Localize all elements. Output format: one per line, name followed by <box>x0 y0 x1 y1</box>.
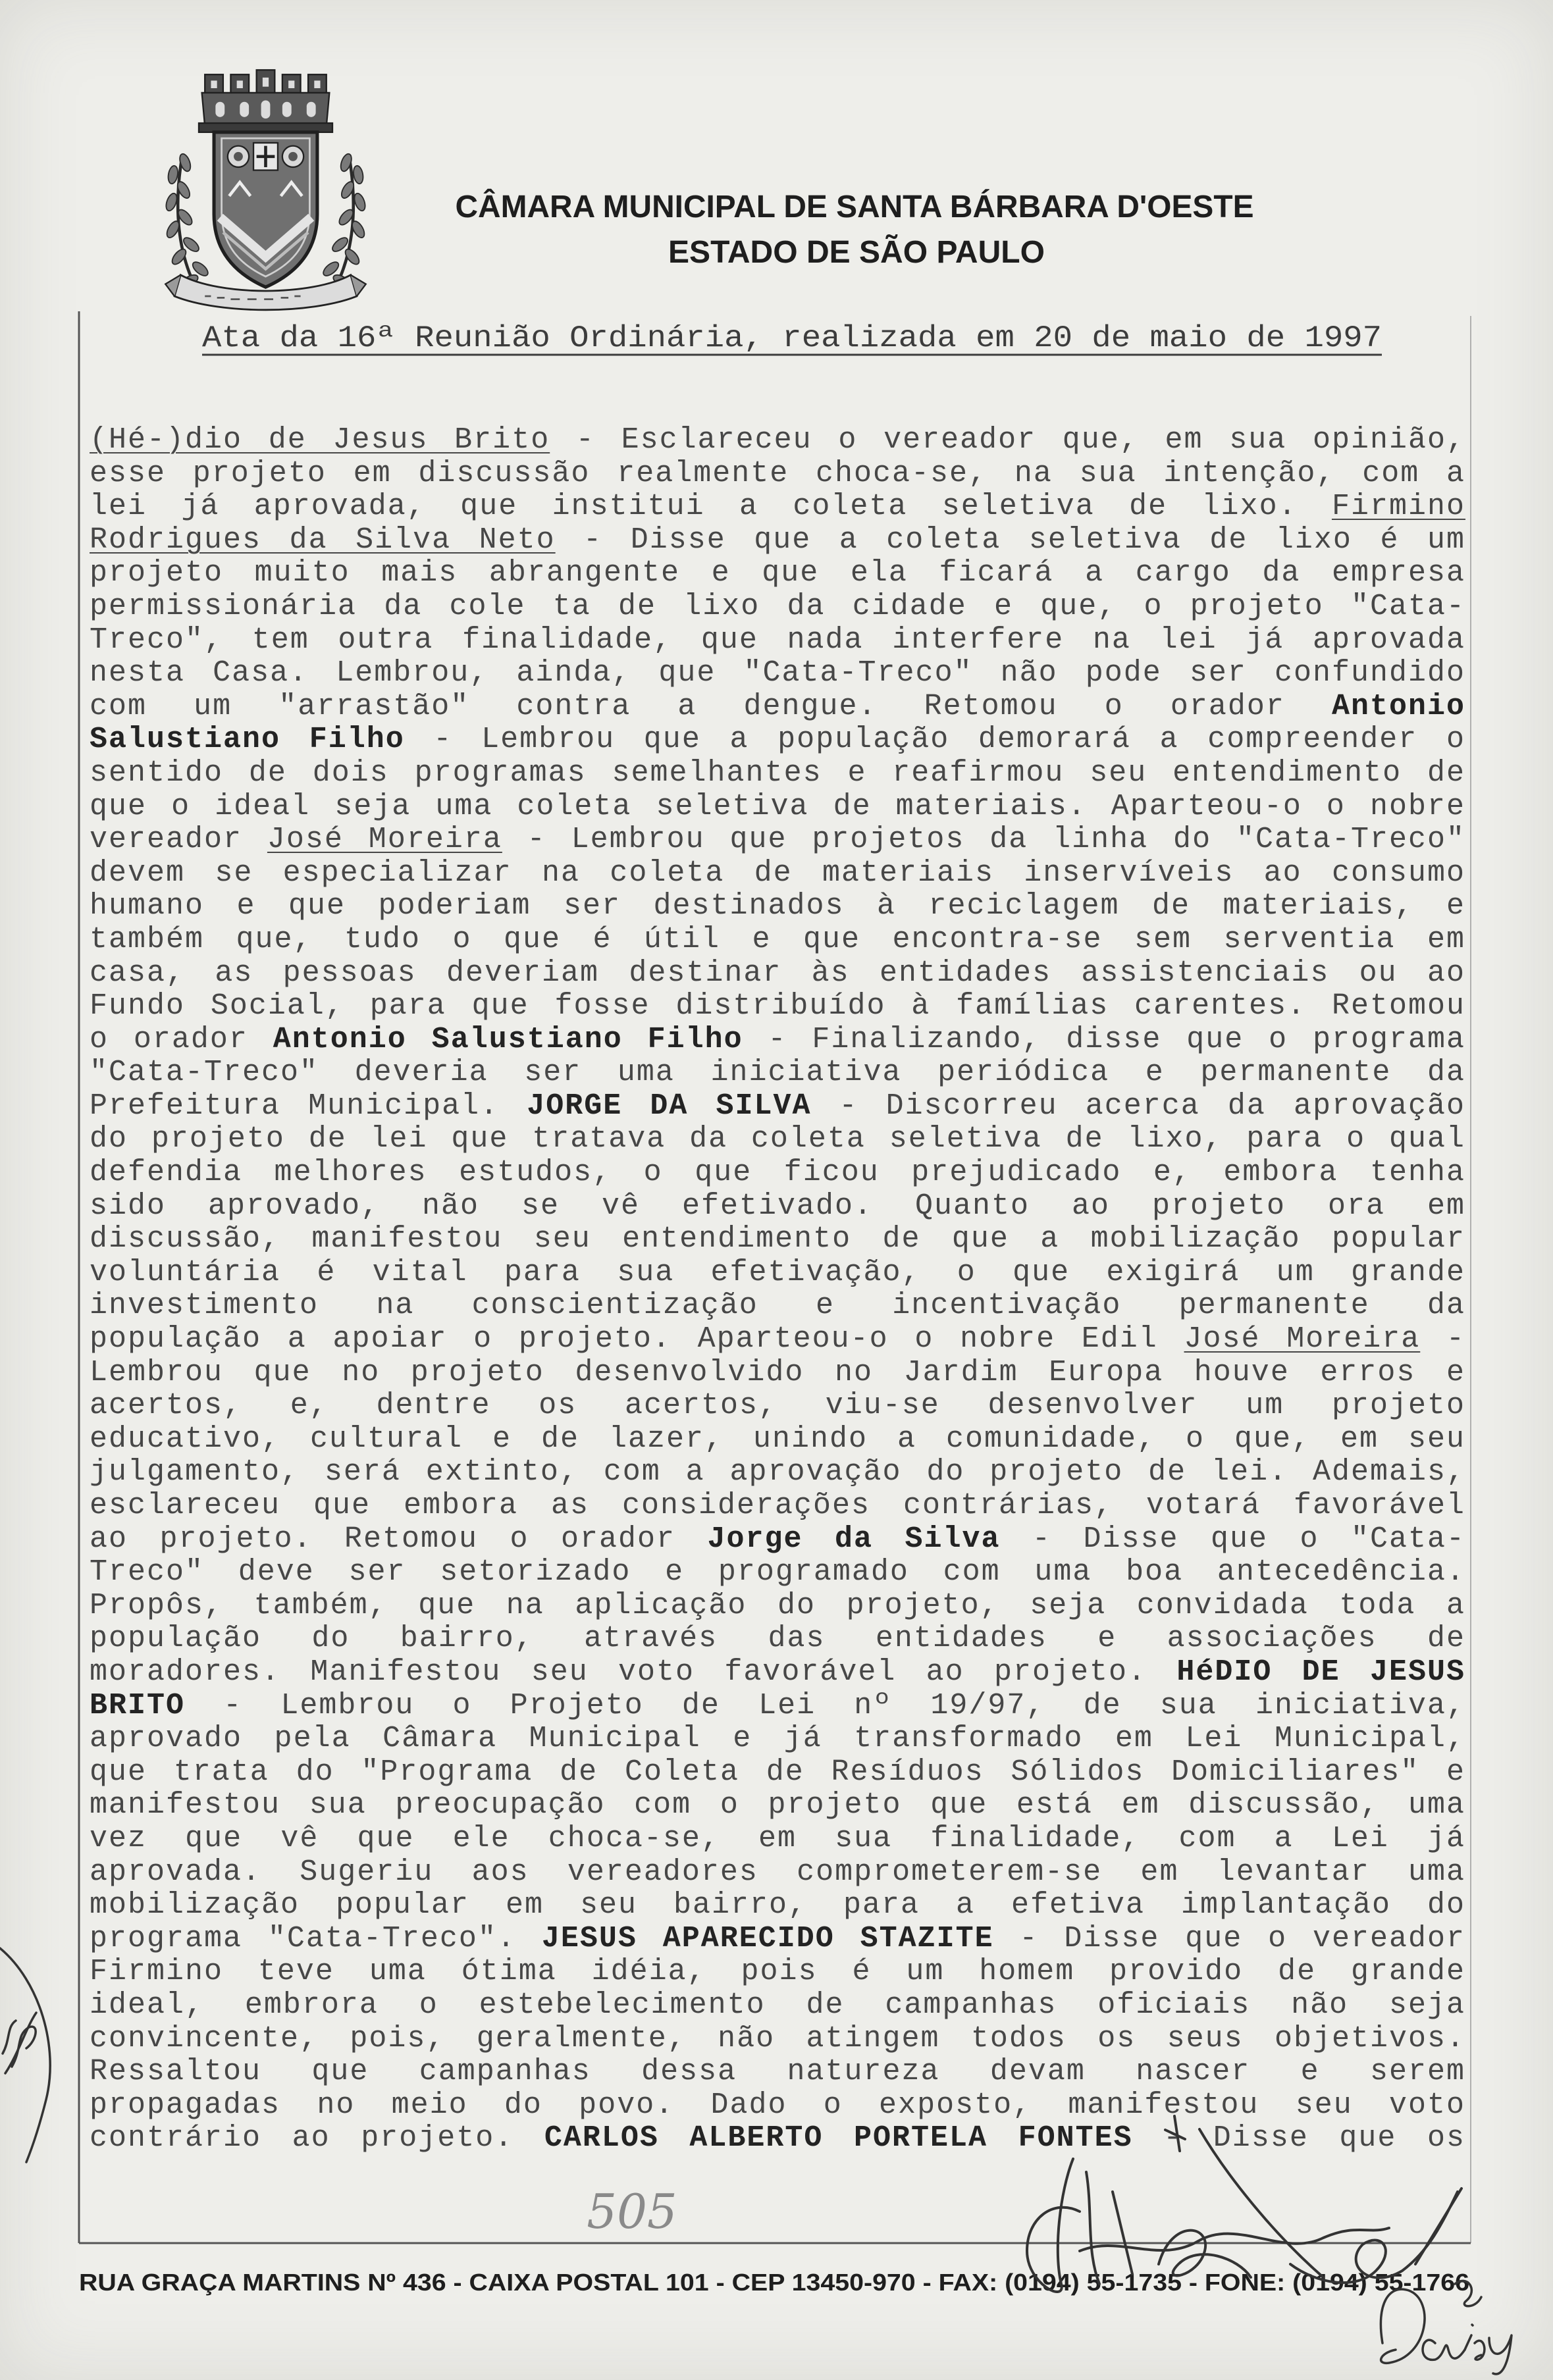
body-line <box>90 923 1465 957</box>
body-line <box>90 1989 1465 2023</box>
text-segment: ideal, embrora o estebelecimento de campanhas oficiais não seja <box>90 1988 1465 2022</box>
body-line <box>90 657 1465 690</box>
text-segment: - Lembrou que a população demorará a compreender o <box>404 723 1465 757</box>
underlined-name: José Moreira <box>1184 1323 1421 1357</box>
body-line <box>90 1889 1465 1923</box>
text-segment: - Lembrou que projetos da linha do "Cata-Treco" <box>502 823 1465 857</box>
body-line <box>90 1789 1465 1823</box>
mural-crown <box>199 70 332 132</box>
text-segment: vez que vê que ele choca-se, em sua finalidade, com a Lei já <box>90 1822 1465 1855</box>
text-segment: aprovada. Sugeriu aos vereadores comprometerem-se em levantar uma <box>90 1855 1465 1889</box>
minutes-body <box>90 424 1465 2156</box>
body-line <box>90 990 1465 1023</box>
text-segment: - Esclareceu o vereador que, em sua opinião, <box>550 424 1465 457</box>
text-segment: devem se especializar na coleta de materiais inservíveis ao consumo <box>90 856 1465 890</box>
body-line <box>90 1656 1465 1690</box>
text-segment: programa "Cata-Treco". <box>90 1922 542 1955</box>
body-line <box>90 624 1465 658</box>
body-line <box>90 1423 1465 1457</box>
text-segment: lei já aprovada, que institui a coleta seletiva de lixo. <box>90 490 1332 524</box>
underlined-name: (Hé-)dio de Jesus Brito <box>90 424 550 457</box>
text-segment: Treco" deve ser setorizado e programado com uma boa antecedência. <box>90 1556 1465 1590</box>
body-line <box>90 1690 1465 1723</box>
body-line <box>90 1090 1465 1124</box>
body-line <box>90 2089 1465 2123</box>
text-segment: julgamento, será extinto, com a aprovação do projeto de lei. Ademais, <box>90 1456 1465 1489</box>
text-segment: contrário ao projeto. <box>90 2122 544 2156</box>
shield <box>214 132 317 287</box>
text-segment: população do bairro, através das entidades e associações de <box>90 1622 1465 1656</box>
underlined-name: Rodrigues da Silva Neto <box>90 523 556 557</box>
text-segment: mobilização popular em seu bairro, para a efetiva implantação do <box>90 1889 1465 1923</box>
body-line <box>90 757 1465 790</box>
body-line <box>90 524 1465 557</box>
body-line <box>90 590 1465 624</box>
text-segment: - Discorreu acerca da aprovação <box>811 1089 1465 1123</box>
speaker-name: HéDIO DE JESUS <box>1176 1655 1465 1689</box>
text-segment: ao projeto. Retomou o orador <box>90 1522 708 1556</box>
text-segment: - Disse que o "Cata- <box>1000 1522 1465 1556</box>
text-segment: convincente, pois, geralmente, não atingem todos os seus objetivos. <box>90 2022 1465 2056</box>
body-line <box>90 1156 1465 1190</box>
text-segment: sido aprovado, não se vê efetivado. Quanto ao projeto ora em <box>90 1189 1465 1223</box>
text-segment: defendia melhores estudos, o que ficou prejudicado e, embora tenha <box>90 1156 1465 1190</box>
speaker-name: Jorge da Silva <box>707 1522 1001 1556</box>
body-line <box>90 823 1465 857</box>
body-line <box>90 457 1465 491</box>
body-line <box>90 1622 1465 1656</box>
text-segment: casa, as pessoas deveriam destinar às entidades assistenciais ou ao <box>90 956 1465 990</box>
text-segment: projeto muito mais abrangente e que ela ficará a cargo da empresa <box>90 557 1465 590</box>
text-segment: Prefeitura Municipal. <box>90 1089 527 1123</box>
text-segment: humano e que poderiam ser destinados à reciclagem de materiais, e <box>90 890 1465 923</box>
text-segment: com um "arrastão" contra a dengue. Retomou o orador <box>90 690 1332 723</box>
text-segment: educativo, cultural e de lazer, unindo a comunidade, o que, em seu <box>90 1422 1465 1456</box>
text-segment: manifestou sua preocupação com o projeto que está em discussão, uma <box>90 1789 1465 1823</box>
body-line <box>90 1489 1465 1523</box>
speaker-name: JORGE DA SILVA <box>527 1089 812 1123</box>
body-line <box>90 1256 1465 1290</box>
body-line <box>90 1523 1465 1557</box>
speaker-name: JESUS APARECIDO STAZITE <box>541 1922 994 1955</box>
text-segment: - Disse que os <box>1132 2122 1465 2156</box>
laurel-branch-right <box>321 153 367 294</box>
text-segment: permissionária da cole ta de lixo da cidade e que, o projeto "Cata- <box>90 590 1465 623</box>
laurel-branch-left <box>164 153 210 294</box>
text-segment: o orador <box>90 1023 273 1056</box>
speaker-name: Antonio Salustiano Filho <box>273 1023 743 1056</box>
speaker-name: CARLOS ALBERTO PORTELA FONTES <box>544 2122 1133 2156</box>
text-segment: nesta Casa. Lembrou, ainda, que "Cata-Treco" não pode ser confundido <box>90 657 1465 690</box>
body-line <box>90 790 1465 824</box>
speaker-name: Antonio <box>1331 690 1465 723</box>
text-segment: investimento na conscientização e incentivação permanente da <box>90 1289 1465 1323</box>
text-segment: - Disse que a coleta seletiva de lixo é um <box>555 523 1465 557</box>
page-number: 505 <box>587 2184 677 2239</box>
body-line <box>90 1223 1465 1256</box>
body-line <box>90 1289 1465 1323</box>
body-line <box>90 1123 1465 1156</box>
text-segment: - Lembrou o Projeto de Lei nº 19/97, de sua iniciativa, <box>185 1689 1465 1722</box>
text-segment: - Disse que o vereador <box>993 1922 1465 1955</box>
text-segment: sentido de dois programas semelhantes e reafirmou seu entendimento de <box>90 756 1465 790</box>
body-line <box>90 690 1465 724</box>
body-line <box>90 1056 1465 1090</box>
body-line <box>90 957 1465 991</box>
body-line <box>90 424 1465 457</box>
text-segment: Ressaltou que campanhas dessa natureza devam nascer e serem <box>90 2056 1465 2089</box>
body-line <box>90 1357 1465 1390</box>
body-line <box>90 1756 1465 1790</box>
text-segment: do projeto de lei que tratava da coleta seletiva de lixo, para o qual <box>90 1123 1465 1156</box>
body-line <box>90 1955 1465 1989</box>
body-line <box>90 1823 1465 1856</box>
speaker-name: BRITO <box>90 1689 186 1722</box>
text-segment: "Cata-Treco" deveria ser uma iniciativa periódica e permanente da <box>90 1056 1465 1090</box>
text-segment: que trata do "Programa de Coleta de Resíduos Sólidos Domiciliares" e <box>90 1755 1465 1789</box>
underlined-name: Firmino <box>1331 490 1465 524</box>
text-segment: esse projeto em discussão realmente choca-se, na sua intenção, com a <box>90 457 1465 490</box>
body-line <box>90 1323 1465 1357</box>
text-segment: Propôs, também, que na aplicação do projeto, seja convidada toda a <box>90 1589 1465 1622</box>
speaker-name: Salustiano Filho <box>90 723 405 757</box>
text-segment: voluntária é vital para sua efetivação, o que exigirá um grande <box>90 1256 1465 1289</box>
institution-title: CÂMARA MUNICIPAL DE SANTA BÁRBARA D'OESTE <box>455 190 1257 224</box>
body-line <box>90 857 1465 891</box>
text-segment: Fundo Social, para que fosse distribuído à famílias carentes. Retomou <box>90 990 1465 1023</box>
body-line <box>90 2023 1465 2056</box>
body-line <box>90 490 1465 524</box>
text-segment: acertos, e, dentre os acertos, viu-se desenvolver um projeto <box>90 1389 1465 1423</box>
body-line <box>90 1190 1465 1224</box>
body-line <box>90 1556 1465 1590</box>
text-segment: vereador <box>90 823 267 857</box>
text-segment: propagadas no meio do povo. Dado o exposto, manifestou seu voto <box>90 2088 1465 2122</box>
body-line <box>90 1023 1465 1057</box>
body-line <box>90 723 1465 757</box>
body-line <box>90 1590 1465 1623</box>
text-segment: - Finalizando, disse que o programa <box>743 1023 1465 1056</box>
text-segment: população a apoiar o projeto. Aparteou-o o nobre Edil <box>90 1323 1184 1357</box>
text-segment: discussão, manifestou seu entendimento de que a mobilização popular <box>90 1223 1465 1256</box>
text-segment: - <box>1420 1323 1465 1357</box>
state-subtitle: ESTADO DE SÃO PAULO <box>668 235 1045 270</box>
text-segment: moradores. Manifestou seu voto favorável ao projeto. <box>90 1655 1177 1689</box>
coat-of-arms-icon <box>164 70 367 310</box>
body-line <box>90 2122 1465 2156</box>
footer-address: RUA GRAÇA MARTINS Nº 436 - CAIXA POSTAL 101 - CEP 13450-970 - FAX: (0194) 55-1735 - FONE: (0194) 55-1766 <box>79 2269 1469 2296</box>
body-line <box>90 890 1465 923</box>
text-segment: aprovado pela Câmara Municipal e já transformado em Lei Municipal, <box>90 1722 1465 1756</box>
text-segment: esclareceu que embora as considerações contrárias, votará favorável <box>90 1489 1465 1522</box>
body-line <box>90 1923 1465 1956</box>
body-line <box>90 1389 1465 1423</box>
text-segment: Lembrou que no projeto desenvolvido no Jardim Europa houve erros e <box>90 1356 1465 1389</box>
text-segment: que o ideal seja uma coleta seletiva de materiais. Aparteou-o o nobre <box>90 790 1465 823</box>
underlined-name: José Moreira <box>267 823 502 857</box>
body-line <box>90 1722 1465 1756</box>
body-line <box>90 2056 1465 2089</box>
text-segment: também que, tudo o que é útil e que encontra-se sem serventia em <box>90 923 1465 956</box>
document-heading: Ata da 16ª Reunião Ordinária, realizada em 20 de maio de 1997 <box>202 321 1382 355</box>
body-line <box>90 1856 1465 1890</box>
text-segment: Firmino teve uma ótima idéia, pois é um homem provido de grande <box>90 1955 1465 1989</box>
text-segment: Treco", tem outra finalidade, que nada interfere na lei já aprovada <box>90 623 1465 657</box>
body-line <box>90 557 1465 590</box>
body-line <box>90 1456 1465 1489</box>
